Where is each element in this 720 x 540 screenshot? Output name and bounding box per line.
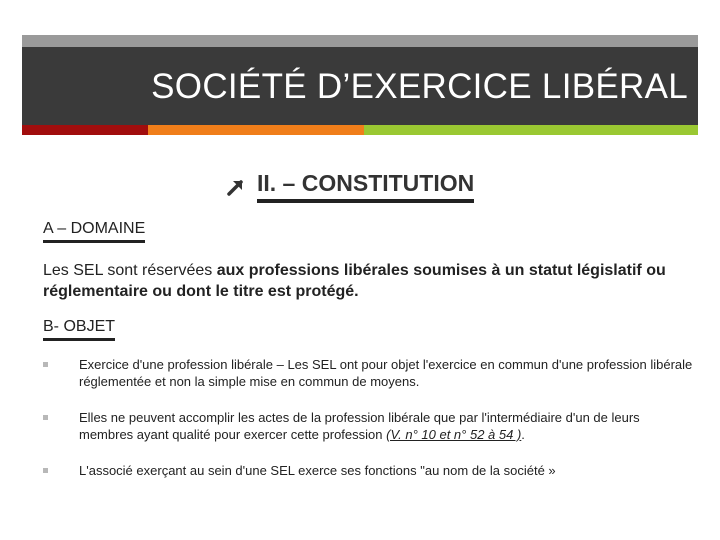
color-band [22,125,698,135]
arrow-icon [225,176,247,198]
band-green-segment [364,125,698,135]
list-item [43,356,693,390]
title-top-strip [22,35,698,47]
part-a-emphasis: aux professions libérales soumises à un statut législatif ou réglementaire ou dont le titre est protégé. [43,262,666,300]
part-a-heading: A – DOMAINE [43,220,145,243]
bullet-text: L'associé exerçant au sein d'une SEL exerce ses fonctions "au nom de la société » [79,463,556,478]
bullet-square-icon [43,362,48,367]
part-b-bullet-list [43,356,693,498]
bullet-tail: . [521,427,525,442]
slide-title: SOCIÉTÉ D’EXERCICE LIBÉRAL [151,67,688,106]
bullet-text: Les SEL ont pour objet l'exercice en commun d'une profession libérale réglementée et non la simple mise en commun de moyens. [79,357,693,389]
section-title: II. – CONSTITUTION [257,170,474,203]
band-orange-segment [148,125,364,135]
list-item [43,409,693,443]
part-a-paragraph [43,260,693,302]
section-heading [225,170,474,203]
title-bar [22,47,698,125]
bullet-reference: (V. n° 10 et n° 52 à 54 ) [386,427,522,442]
band-red-segment [22,125,148,135]
bullet-text: Elles ne peuvent accomplir les actes de la profession libérale que par l'intermédiaire d'un de leurs membres ayant qualité pour exercer cette profession [79,410,640,442]
bullet-lead: Exercice d'une profession libérale – [79,357,288,372]
list-item [43,462,693,479]
bullet-square-icon [43,415,48,420]
part-b-heading: B- OBJET [43,318,115,341]
bullet-square-icon [43,468,48,473]
part-a-text: Les SEL sont réservées [43,262,217,279]
